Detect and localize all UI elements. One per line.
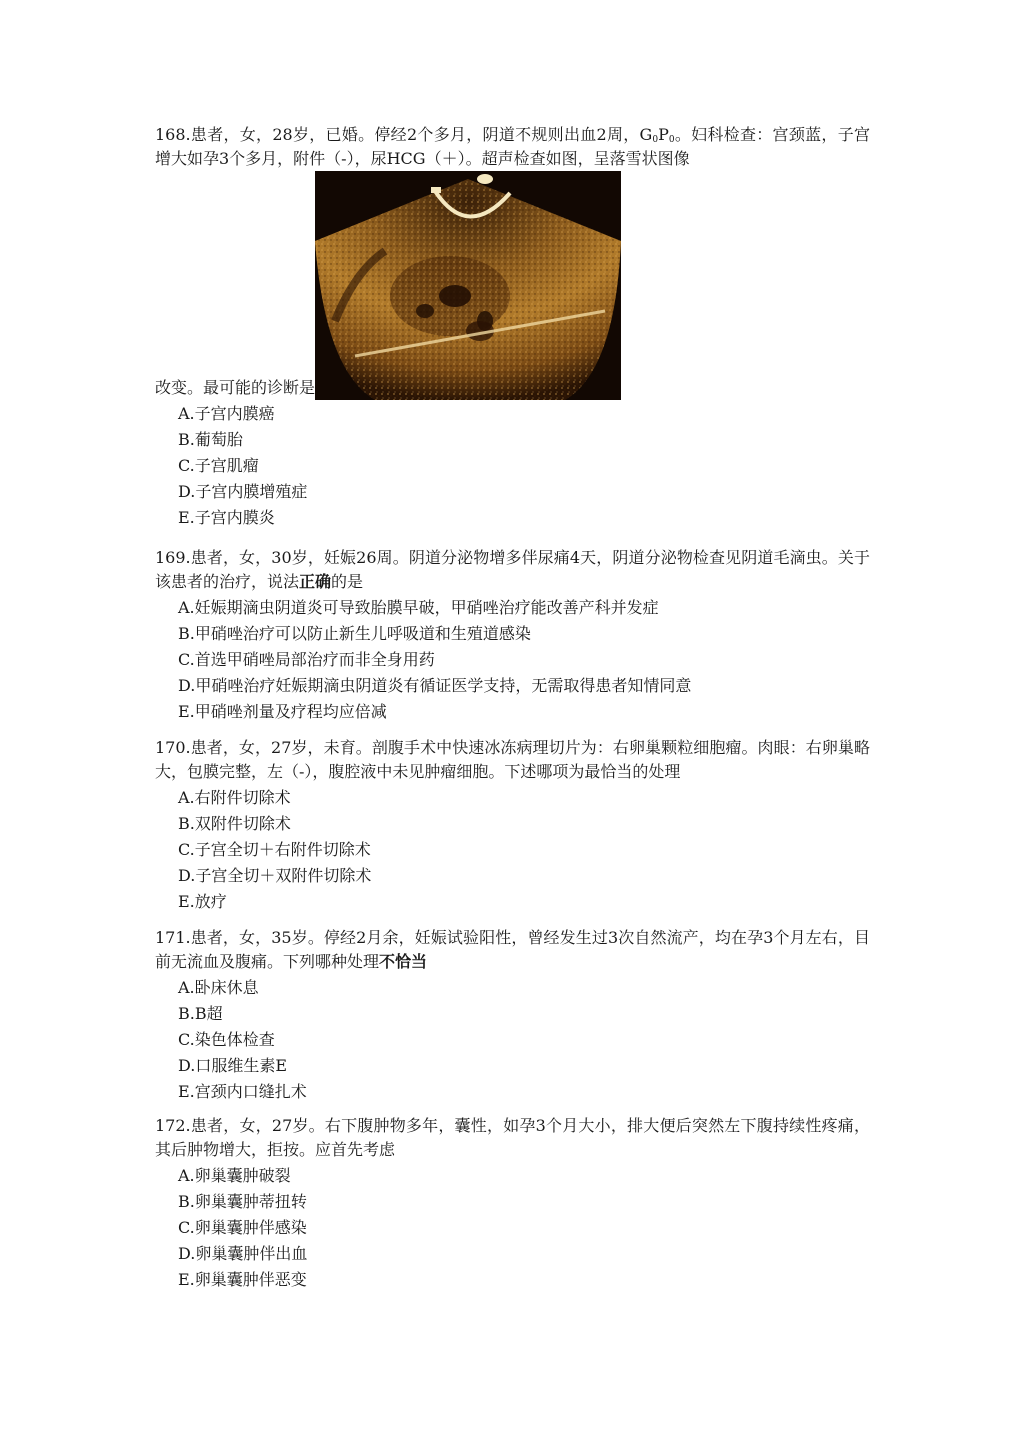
- option-d: D.卵巢囊肿伴出血: [178, 1244, 308, 1263]
- options-list: [155, 595, 870, 725]
- question-stem: [155, 546, 870, 594]
- option-c: C.首选甲硝唑局部治疗而非全身用药: [178, 650, 435, 669]
- question-stem: [155, 926, 870, 974]
- option-a: A.妊娠期滴虫阴道炎可导致胎膜早破，甲硝唑治疗能改善产科并发症: [178, 598, 659, 617]
- option-e: E.宫颈内口缝扎术: [178, 1082, 307, 1101]
- option-c: C.染色体检查: [178, 1030, 275, 1049]
- subscript: 0: [652, 135, 659, 145]
- stem-text: 患者，女，27岁。右下腹肿物多年，囊性，如孕3个月大小，排大便后突然左下腹持续性疼痛，其后肿物增大，拒按。应首先考虑: [155, 1116, 870, 1159]
- stem-text: 患者，女，30岁，妊娠26周。阴道分泌物增多伴尿痛4天，阴道分泌物检查见阴道毛滴虫。关于该患者的治疗，说法: [155, 548, 870, 591]
- option-a: A.卧床休息: [178, 978, 259, 997]
- stem-text: 患者，女，27岁，未育。剖腹手术中快速冰冻病理切片为：右卵巢颗粒细胞瘤。肉眼：右卵巢略大，包膜完整，左（-），腹腔液中未见肿瘤细胞。下述哪项为最恰当的处理: [155, 738, 870, 781]
- option-b: B.B超: [178, 1004, 223, 1023]
- option-b: B.双附件切除术: [178, 814, 291, 833]
- option-d: D.子宫内膜增殖症: [178, 482, 308, 501]
- stem-image-line: [155, 171, 870, 400]
- option-a: A.子宫内膜癌: [178, 404, 275, 423]
- option-d: D.甲硝唑治疗妊娠期滴虫阴道炎有循证医学支持，无需取得患者知情同意: [178, 676, 692, 695]
- option-a: A.右附件切除术: [178, 788, 291, 807]
- question-number: 168.: [155, 125, 191, 144]
- question-number: 170.: [155, 738, 191, 757]
- option-c: C.卵巢囊肿伴感染: [178, 1218, 307, 1237]
- options-list: [155, 785, 870, 915]
- question-168: [155, 123, 870, 531]
- stem-text: 的是: [331, 572, 364, 591]
- option-e: E.甲硝唑剂量及疗程均应倍减: [178, 702, 387, 721]
- option-e: E.放疗: [178, 892, 227, 911]
- option-e: E.卵巢囊肿伴恶变: [178, 1270, 307, 1289]
- question-169: [155, 546, 870, 725]
- stem-text: 改变。最可能的诊断是: [155, 378, 316, 397]
- subscript: 0: [668, 135, 675, 145]
- question-stem: [155, 123, 870, 171]
- question-170: [155, 736, 870, 915]
- stem-text: 。妇科检查：宫颈蓝，子宫增大如孕3个多月，附件（-），尿HCG（＋）。超声检查如图，呈落雪状图像: [155, 125, 870, 168]
- question-number: 172.: [155, 1116, 191, 1135]
- options-list: [155, 975, 870, 1105]
- question-stem: [155, 736, 870, 784]
- ultrasound-image: [315, 171, 621, 400]
- option-b: B.甲硝唑治疗可以防止新生儿呼吸道和生殖道感染: [178, 624, 531, 643]
- emphasis-text: 不恰当: [379, 952, 428, 971]
- question-172: [155, 1114, 870, 1293]
- option-a: A.卵巢囊肿破裂: [178, 1166, 291, 1185]
- option-b: B.卵巢囊肿蒂扭转: [178, 1192, 307, 1211]
- question-number: 171.: [155, 928, 191, 947]
- option-c: C.子宫肌瘤: [178, 456, 259, 475]
- stem-text: 患者，女，28岁，已婚。停经2个多月，阴道不规则出血2周，G: [190, 125, 653, 144]
- stem-text: 患者，女，35岁。停经2月余，妊娠试验阳性，曾经发生过3次自然流产，均在孕3个月左右，目前无流血及腹痛。下列哪种处理: [155, 928, 870, 971]
- option-c: C.子宫全切＋右附件切除术: [178, 840, 371, 859]
- emphasis-text: 正确: [299, 572, 332, 591]
- options-list: [155, 1163, 870, 1293]
- question-number: 169.: [155, 548, 191, 567]
- question-171: [155, 926, 870, 1105]
- option-b: B.葡萄胎: [178, 430, 243, 449]
- question-stem: [155, 1114, 870, 1162]
- stem-text: P: [658, 125, 669, 144]
- option-d: D.子宫全切＋双附件切除术: [178, 866, 372, 885]
- option-d: D.口服维生素E: [178, 1056, 288, 1075]
- option-e: E.子宫内膜炎: [178, 508, 275, 527]
- options-list: [155, 401, 870, 531]
